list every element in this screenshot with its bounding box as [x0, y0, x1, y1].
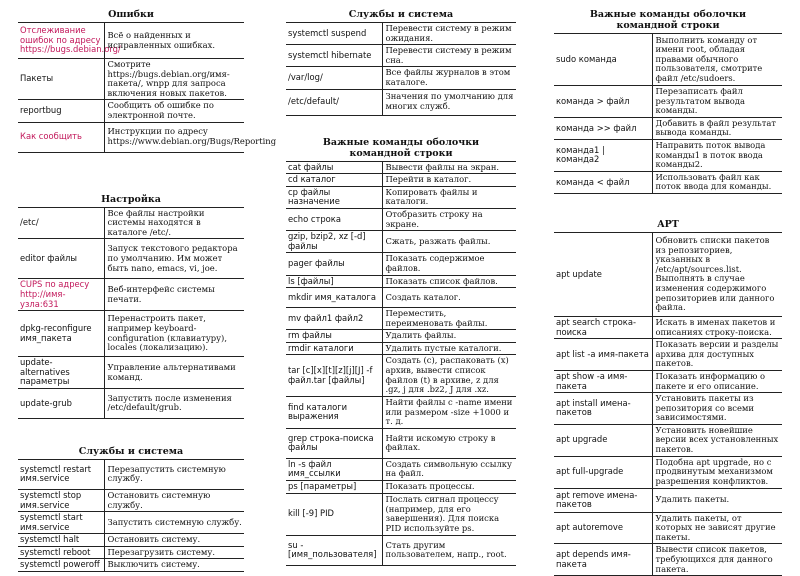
table-row	[18, 357, 244, 389]
command-cell: reportbug	[18, 100, 104, 122]
description-cell: Показать информацию о пакете и его описание.	[652, 370, 782, 392]
table-row	[18, 546, 244, 559]
services-cont-table	[286, 22, 516, 116]
description-cell: Перевести систему в режим сна.	[382, 45, 516, 67]
description-cell: Сжать, разжать файлы.	[382, 231, 516, 253]
column-2	[286, 6, 516, 566]
description-cell: Вывести список пакетов, требующихся для данного пакета.	[652, 544, 782, 576]
command-cell: ln -s файл имя_ссылки	[286, 458, 382, 480]
description-cell: Отобразить строку на экране.	[382, 208, 516, 230]
command-cell: find каталоги выражения	[286, 396, 382, 428]
table-row	[18, 459, 244, 489]
section-title-config: Настройка	[101, 193, 161, 205]
description-cell: Создать каталог.	[382, 288, 516, 308]
description-cell: Показать содержимое файлов.	[382, 253, 516, 275]
table-row	[554, 339, 782, 371]
table-row	[286, 67, 516, 89]
description-cell: Остановить систему.	[104, 534, 244, 547]
table-row	[18, 122, 244, 152]
table-row	[286, 355, 516, 396]
description-cell: Смотрите https://bugs.debian.org/имя-пакета/, wnpp для запроса включения новых пакетов.	[104, 59, 244, 100]
table-row	[18, 239, 244, 279]
table-row	[286, 428, 516, 458]
description-cell: Все файлы настройки системы находятся в каталоге /etc/.	[104, 207, 244, 239]
command-cell: apt install имена-пакетов	[554, 393, 652, 425]
table-row	[554, 456, 782, 488]
description-cell: Перевести систему в режим ожидания.	[382, 23, 516, 45]
table-row	[554, 86, 782, 118]
description-cell: Выключить систему.	[104, 559, 244, 572]
description-cell: Запуск текстового редактора по умолчанию. Им может быть nano, emacs, vi, joe.	[104, 239, 244, 279]
command-cell: apt autoremove	[554, 512, 652, 544]
command-cell: rmdir каталоги	[286, 342, 382, 355]
table-row	[18, 279, 244, 311]
table-row	[286, 493, 516, 535]
description-cell: Показать список файлов.	[382, 275, 516, 288]
description-cell: Удалить пакеты.	[652, 488, 782, 512]
command-cell: /var/log/	[286, 67, 382, 89]
description-cell: Послать сигнал процессу (например, для его завершения). Для поиска PID используйте ps.	[382, 493, 516, 535]
description-cell: Показать версии и разделы архива для доступных пакетов.	[652, 339, 782, 371]
table-row	[286, 208, 516, 230]
command-cell: systemctl start имя.service	[18, 512, 104, 534]
section-title-shell: Важные команды оболочки командной строки	[322, 136, 480, 159]
table-row	[286, 89, 516, 115]
description-cell: Удалить пакеты, от которых не зависят другие пакеты.	[652, 512, 782, 544]
description-cell: Копировать файлы и каталоги.	[382, 186, 516, 208]
description-cell: Обновить списки пакетов из репозиториев, указанных в /etc/apt/sources.list. Выполнять в случае изменения содержимого репозиториев или данного файла.	[652, 232, 782, 316]
description-cell: Стать другим пользователем, напр., root.	[382, 535, 516, 565]
command-cell: gzip, bzip2, xz [-d] файлы	[286, 231, 382, 253]
command-cell: rm файлы	[286, 330, 382, 343]
description-cell: Всё о найденных и исправленных ошибках.	[104, 23, 244, 59]
table-row	[18, 23, 244, 59]
command-cell: sudo команда	[554, 34, 652, 86]
table-row	[554, 488, 782, 512]
command-cell: apt search строка-поиска	[554, 316, 652, 338]
command-cell: grep строка-поиска файлы	[286, 428, 382, 458]
table-row	[286, 174, 516, 187]
table-row	[286, 308, 516, 330]
description-cell: Подобна apt upgrade, но с продвинутым механизмом разрешения конфликтов.	[652, 456, 782, 488]
apt-table	[554, 232, 782, 576]
command-cell: apt show -a имя-пакета	[554, 370, 652, 392]
command-cell: ls [файлы]	[286, 275, 382, 288]
description-cell: Перезаписать файл результатом вывода команды.	[652, 86, 782, 118]
table-row	[18, 59, 244, 100]
table-row	[554, 171, 782, 193]
command-cell: /etc/default/	[286, 89, 382, 115]
command-cell: cp файлы назначение	[286, 186, 382, 208]
command-cell: systemctl halt	[18, 534, 104, 547]
description-cell: Перейти в каталог.	[382, 174, 516, 187]
table-row	[18, 559, 244, 572]
table-row	[18, 512, 244, 534]
table-row	[18, 207, 244, 239]
description-cell: Управление альтернативами команд.	[104, 357, 244, 389]
command-cell: cd каталог	[286, 174, 382, 187]
description-cell: Веб-интерфейс системы печати.	[104, 279, 244, 311]
command-cell: update-alternatives параметры	[18, 357, 104, 389]
table-row	[554, 117, 782, 139]
command-cell: команда < файл	[554, 171, 652, 193]
command-cell: editor файлы	[18, 239, 104, 279]
table-row	[554, 544, 782, 576]
command-cell: mkdir имя_каталога	[286, 288, 382, 308]
command-cell: Отслеживание ошибок по адресу https://bugs.debian.org/	[18, 23, 104, 59]
description-cell: Перезапустить системную службу.	[104, 459, 244, 489]
errors-table	[18, 22, 277, 153]
description-cell: Все файлы журналов в этом каталоге.	[382, 67, 516, 89]
section-title-services-cont: Службы и система	[348, 9, 454, 20]
command-cell: CUPS по адресу http://имя-узла:631	[18, 279, 104, 311]
description-cell: Найти файлы с -name имени или размером -size +1000 и т. д.	[382, 396, 516, 428]
table-row	[286, 275, 516, 288]
command-cell: команда >> файл	[554, 117, 652, 139]
command-cell: pager файлы	[286, 253, 382, 275]
table-row	[18, 489, 244, 511]
command-cell: systemctl stop имя.service	[18, 489, 104, 511]
command-cell: systemctl hibernate	[286, 45, 382, 67]
command-cell: Как сообщить	[18, 122, 104, 152]
section-title-errors: Ошибки	[108, 9, 154, 20]
table-row	[554, 512, 782, 544]
description-cell: Вывести файлы на экран.	[382, 161, 516, 174]
command-cell: systemctl restart имя.service	[18, 459, 104, 489]
column-1	[18, 6, 277, 572]
shell-table	[286, 161, 516, 566]
command-cell: apt remove имена-пакетов	[554, 488, 652, 512]
table-row	[554, 34, 782, 86]
command-cell: команда > файл	[554, 86, 652, 118]
table-row	[286, 396, 516, 428]
table-row	[286, 161, 516, 174]
table-row	[286, 253, 516, 275]
command-cell: dpkg-reconfigure имя_пакета	[18, 311, 104, 357]
description-cell: Сообщить об ошибке по электронной почте.	[104, 100, 244, 122]
table-row	[286, 186, 516, 208]
description-cell: Создать символьную ссылку на файл.	[382, 458, 516, 480]
description-cell: Инструкции по адресу https://www.debian.org/Bugs/Reporting	[104, 122, 244, 152]
description-cell: Удалить файлы.	[382, 330, 516, 343]
table-row	[286, 231, 516, 253]
table-row	[554, 316, 782, 338]
command-cell: systemctl suspend	[286, 23, 382, 45]
description-cell: Выполнить команду от имени root, обладая правами обычного пользователя, смотрите файл /etc/sudoers.	[652, 34, 782, 86]
description-cell: Использовать файл как поток ввода для команды.	[652, 171, 782, 193]
table-row	[286, 481, 516, 494]
table-row	[18, 100, 244, 122]
table-row	[554, 424, 782, 456]
table-row	[286, 458, 516, 480]
command-cell: ps [параметры]	[286, 481, 382, 494]
command-cell: apt update	[554, 232, 652, 316]
command-cell: apt depends имя-пакета	[554, 544, 652, 576]
description-cell: Найти искомую строку в файлах.	[382, 428, 516, 458]
table-row	[286, 288, 516, 308]
description-cell: Удалить пустые каталоги.	[382, 342, 516, 355]
table-row	[18, 534, 244, 547]
table-row	[554, 139, 782, 171]
services-table	[18, 459, 244, 572]
description-cell: Показать процессы.	[382, 481, 516, 494]
section-title-apt: APT	[657, 218, 679, 230]
command-cell: tar [c][x][t][z][j][J] -f файл.tar [файлы]	[286, 355, 382, 396]
command-cell: apt list -a имя-пакета	[554, 339, 652, 371]
table-row	[286, 330, 516, 343]
table-row	[554, 393, 782, 425]
description-cell: Перезагрузить систему.	[104, 546, 244, 559]
command-cell: update-grub	[18, 388, 104, 418]
command-cell: cat файлы	[286, 161, 382, 174]
command-cell: su - [имя_пользователя]	[286, 535, 382, 565]
command-cell: apt full-upgrade	[554, 456, 652, 488]
description-cell: Значения по умолчанию для многих служб.	[382, 89, 516, 115]
column-3	[554, 6, 782, 576]
table-row	[554, 370, 782, 392]
section-title-services: Службы и система	[78, 445, 184, 457]
description-cell: Остановить системную службу.	[104, 489, 244, 511]
command-cell: Пакеты	[18, 59, 104, 100]
description-cell: Запустить системную службу.	[104, 512, 244, 534]
command-cell: команда1 | команда2	[554, 139, 652, 171]
command-cell: systemctl poweroff	[18, 559, 104, 572]
description-cell: Установить пакеты из репозитория со всеми зависимостями.	[652, 393, 782, 425]
table-row	[18, 311, 244, 357]
command-cell: kill [-9] PID	[286, 493, 382, 535]
command-cell: mv файл1 файл2	[286, 308, 382, 330]
description-cell: Создать (c), распаковать (x) архив, вывести список файлов (t) в архиве, z для .gz, j для .bz2, J для .xz.	[382, 355, 516, 396]
table-row	[286, 535, 516, 565]
description-cell: Перенастроить пакет, например keyboard-configuration (клавиатуру), locales (локализацию).	[104, 311, 244, 357]
description-cell: Установить новейшие версии всех установленных пакетов.	[652, 424, 782, 456]
description-cell: Направить поток вывода команды1 в поток ввода команды2.	[652, 139, 782, 171]
table-row	[18, 388, 244, 418]
config-table	[18, 207, 244, 419]
description-cell: Искать в именах пакетов и описаниях строку-поиска.	[652, 316, 782, 338]
table-row	[286, 342, 516, 355]
command-cell: echo строка	[286, 208, 382, 230]
command-cell: /etc/	[18, 207, 104, 239]
description-cell: Добавить в файл результат вывода команды.	[652, 117, 782, 139]
description-cell: Переместить, переименовать файлы.	[382, 308, 516, 330]
description-cell: Запустить после изменения /etc/default/grub.	[104, 388, 244, 418]
table-row	[286, 45, 516, 67]
shell-cont-table	[554, 33, 782, 194]
command-cell: apt upgrade	[554, 424, 652, 456]
table-row	[554, 232, 782, 316]
table-row	[286, 23, 516, 45]
command-cell: systemctl reboot	[18, 546, 104, 559]
section-title-shell-cont: Важные команды оболочки командной строки	[589, 9, 747, 31]
